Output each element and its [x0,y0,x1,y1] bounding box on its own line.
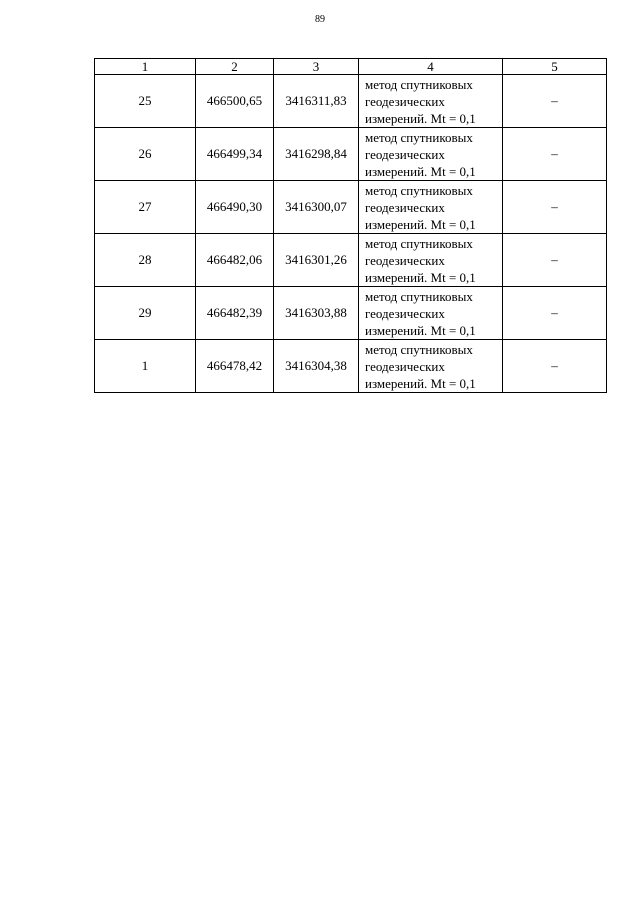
coordinate-y: 3416304,38 [274,340,359,393]
coordinate-x: 466500,65 [196,75,274,128]
method-line: геодезических [365,199,445,215]
method-line: измерений. Mt = 0,1 [365,375,476,391]
note-cell: – [503,287,607,340]
coordinate-y: 3416303,88 [274,287,359,340]
method-line: измерений. Mt = 0,1 [365,269,476,285]
coordinate-x: 466482,39 [196,287,274,340]
note-cell: – [503,128,607,181]
method-description [359,234,503,287]
method-line: метод спутниковых [365,235,473,251]
page-number: 89 [315,14,325,25]
method-line: метод спутниковых [365,341,473,357]
coordinate-y: 3416311,83 [274,75,359,128]
method-description [359,340,503,393]
method-line: геодезических [365,305,445,321]
method-description [359,75,503,128]
note-cell: – [503,75,607,128]
point-number: 1 [95,340,196,393]
method-description [359,128,503,181]
table-row [95,287,607,340]
note-cell: – [503,340,607,393]
method-line: измерений. Mt = 0,1 [365,322,476,338]
coordinate-x: 466490,30 [196,181,274,234]
method-line: измерений. Mt = 0,1 [365,110,476,126]
method-line: геодезических [365,146,445,162]
method-line: геодезических [365,358,445,374]
method-line: метод спутниковых [365,129,473,145]
method-line: геодезических [365,252,445,268]
method-description [359,181,503,234]
table-row [95,340,607,393]
coordinate-y: 3416301,26 [274,234,359,287]
method-description [359,287,503,340]
method-line: метод спутниковых [365,182,473,198]
table-row [95,75,607,128]
coordinate-y: 3416298,84 [274,128,359,181]
point-number: 25 [95,75,196,128]
point-number: 29 [95,287,196,340]
column-header: 3 [274,59,359,75]
point-number: 28 [95,234,196,287]
column-header: 1 [95,59,196,75]
method-line: геодезических [365,93,445,109]
coordinate-y: 3416300,07 [274,181,359,234]
table-row [95,234,607,287]
column-header: 2 [196,59,274,75]
method-line: метод спутниковых [365,288,473,304]
column-header: 4 [359,59,503,75]
table-row [95,181,607,234]
table-row [95,128,607,181]
column-header: 5 [503,59,607,75]
coordinate-x: 466499,34 [196,128,274,181]
method-line: измерений. Mt = 0,1 [365,216,476,232]
coordinate-x: 466478,42 [196,340,274,393]
coordinates-table [94,58,607,393]
method-line: метод спутниковых [365,76,473,92]
point-number: 27 [95,181,196,234]
note-cell: – [503,234,607,287]
table-header-row [95,59,607,75]
coordinate-x: 466482,06 [196,234,274,287]
method-line: измерений. Mt = 0,1 [365,163,476,179]
point-number: 26 [95,128,196,181]
note-cell: – [503,181,607,234]
